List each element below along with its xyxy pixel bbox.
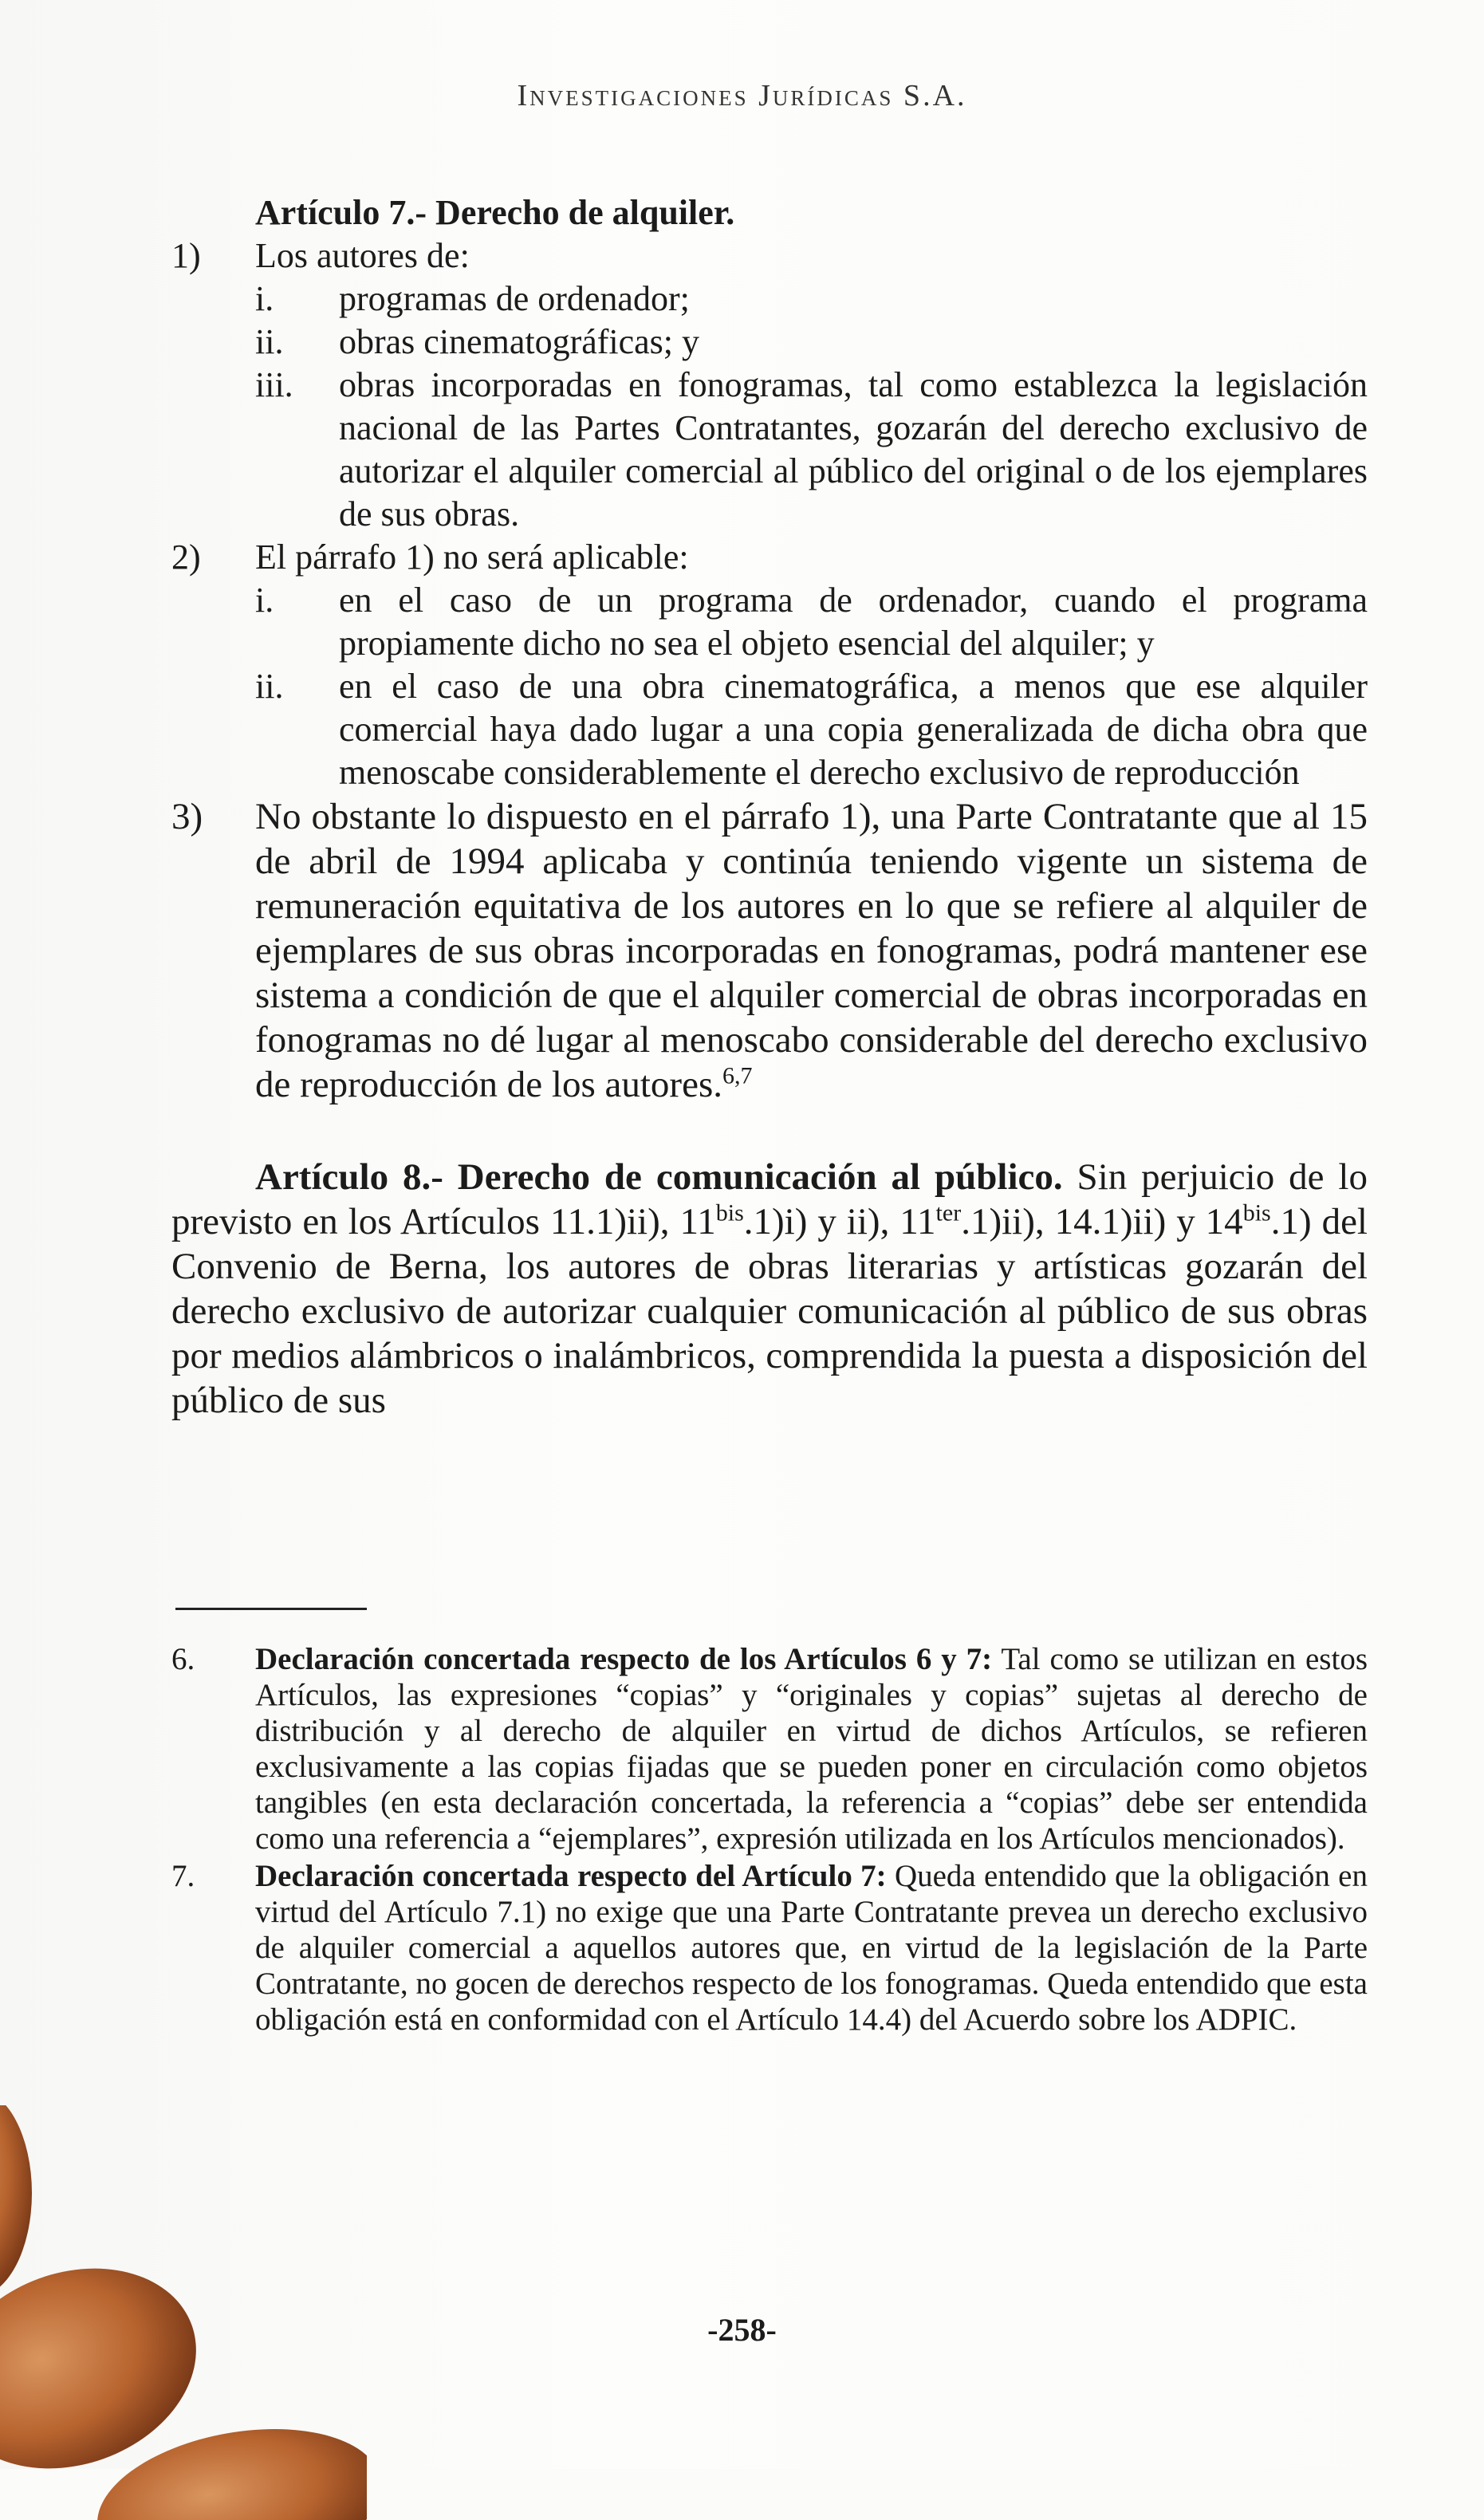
footnote-text: Queda entendido que la obligación en virtud del Artículo 7.1) no exige que una Parte Contratante prevea un derecho exclusivo de alquiler comercial a aquellos autores que, en virtud de la legislación de la Parte Contratante, no gocen de derechos respecto de los fonogramas. Queda entendido que esta obligación está en conformidad con el Artículo 14.4) del Acuerdo sobre los ADPIC. bbox=[255, 1859, 1368, 2037]
list-item-number: i. bbox=[255, 279, 274, 318]
superscript: bis bbox=[715, 1199, 744, 1227]
list-item bbox=[255, 579, 1368, 665]
paragraph-number: 1) bbox=[171, 236, 201, 275]
footnote bbox=[171, 1858, 1368, 2038]
superscript: ter bbox=[935, 1199, 962, 1227]
main-text bbox=[171, 191, 1368, 1423]
list-item-text: obras incorporadas en fonogramas, tal como establezca la legislación nacional de las Partes Contratantes, gozarán del derecho exclusivo de autorizar el alquiler comercial al público del original o de los ejemplares de sus obras. bbox=[339, 365, 1368, 534]
article-8-text: .1)i) y ii), 11 bbox=[743, 1201, 936, 1242]
list-item-text: programas de ordenador; bbox=[339, 279, 690, 318]
list-item-text: en el caso de un programa de ordenador, cuando el programa propiamente dicho no sea el objeto esencial del alquiler; y bbox=[339, 581, 1368, 663]
footnote-heading: Declaración concertada respecto del Artículo 7: bbox=[255, 1859, 887, 1893]
footnote-text: Tal como se utilizan en estos Artículos, las expresiones “copias” y “originales y copias” sujetas al derecho de distribución y al derecho de alquiler en virtud de dichos Artículos, se refieren exclusivamente a las copias fijadas que se pueden poner en circulación como objetos tangibles (en esta declaración concertada, la referencia a “copias” debe ser entendida como una referencia a “ejemplares”, expresión utilizada en los Artículos mencionados). bbox=[255, 1642, 1368, 1856]
list-item-text: en el caso de una obra cinematográfica, a menos que ese alquiler comercial haya dado lugar a una copia generalizada de dicha obra que menoscabe considerablemente el derecho exclusivo de reproducción bbox=[339, 667, 1368, 792]
paragraph-text: No obstante lo dispuesto en el párrafo 1), una Parte Contratante que al 15 de abril de 1994 aplicaba y continúa teniendo vigente un sistema de remuneración equitativa de los autores en lo que se refiere al alquiler de ejemplares de sus obras incorporadas en fonogramas, podrá mantener ese sistema a condición de que el alquiler comercial de obras incorporadas en fonogramas no dé lugar al menoscabo considerable del derecho exclusivo de reproducción de los autores. bbox=[255, 796, 1368, 1105]
running-head: Investigaciones Jurídicas S.A. bbox=[517, 79, 967, 112]
list-item-number: iii. bbox=[255, 365, 293, 404]
list-item-text: obras cinematográficas; y bbox=[339, 322, 700, 361]
article-8-text: Sin perjuicio de lo previsto en los Artículos 11.1)ii), 11 bbox=[171, 1156, 1368, 1242]
article-7-paragraph-1 bbox=[171, 234, 1368, 536]
article-8-text: .1) del Convenio de Berna, los autores de obras literarias y artísticas gozarán del derecho exclusivo de autorizar cualquier comunicación al público de sus obras por medios alámbricos o inalámbricos, comprendida la puesta a disposición del público de sus bbox=[171, 1201, 1368, 1421]
finger-photo bbox=[0, 2105, 367, 2520]
list-item-number: i. bbox=[255, 581, 274, 620]
list-item bbox=[255, 665, 1368, 794]
page-number: -258- bbox=[707, 2312, 777, 2348]
list-item bbox=[255, 321, 1368, 364]
footnote-heading: Declaración concertada respecto de los Artículos 6 y 7: bbox=[255, 1642, 993, 1676]
article-7-paragraph-2 bbox=[171, 536, 1368, 794]
article-8-title: Artículo 8.- Derecho de comunicación al público. bbox=[255, 1156, 1063, 1198]
list-item bbox=[255, 278, 1368, 321]
footnote-number: 6. bbox=[171, 1642, 195, 1676]
article-8 bbox=[171, 1155, 1368, 1423]
paragraph-text: Los autores de: bbox=[255, 236, 470, 275]
footnote-number: 7. bbox=[171, 1859, 195, 1893]
article-8-text: .1)ii), 14.1)ii) y 14 bbox=[961, 1201, 1243, 1242]
paragraph-number: 3) bbox=[171, 796, 203, 837]
list-item-number: ii. bbox=[255, 322, 284, 361]
paragraph-text: El párrafo 1) no será aplicable: bbox=[255, 537, 689, 577]
list-item bbox=[255, 364, 1368, 536]
footnotes bbox=[171, 1641, 1368, 2039]
paragraph-number: 2) bbox=[171, 537, 201, 577]
article-7-title: Artículo 7.- Derecho de alquiler. bbox=[255, 193, 735, 232]
article-7-paragraph-3 bbox=[171, 794, 1368, 1107]
superscript: bis bbox=[1242, 1199, 1271, 1227]
footnote bbox=[171, 1641, 1368, 1857]
footnote-reference: 6,7 bbox=[722, 1062, 753, 1089]
list-item-number: ii. bbox=[255, 667, 284, 706]
footnote-separator bbox=[175, 1608, 367, 1610]
